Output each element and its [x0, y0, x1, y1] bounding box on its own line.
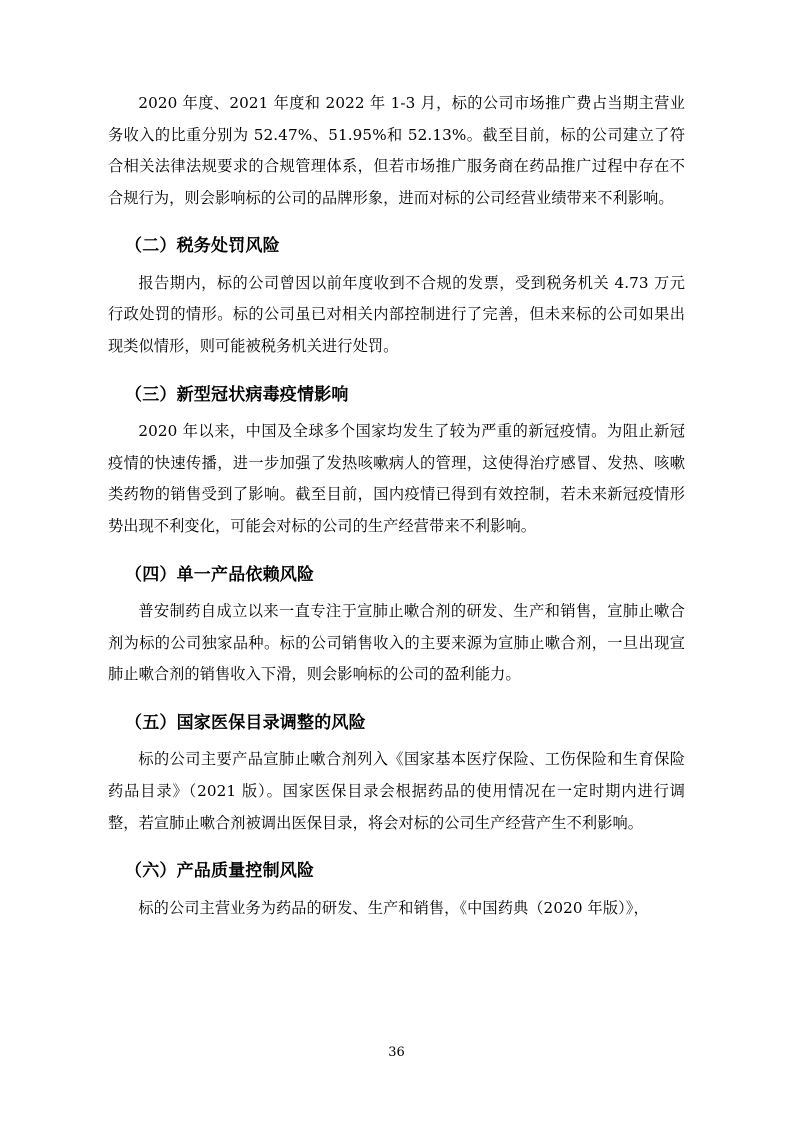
- heading-covid-impact: （三）新型冠状病毒疫情影响: [125, 384, 349, 405]
- paragraph-tax-penalty-risk: 报告期内，标的公司曾因以前年度收到不合规的发票，受到税务机关 4.73 万元行政处罚的情形。标的公司虽已对相关内部控制进行了完善，但未来标的公司如果出现类似情形，则可能被税务机关进行处罚。: [108, 273, 685, 356]
- paragraph-single-product-dependence-risk: 普安制药自成立以来一直专注于宣肺止嗽合剂的研发、生产和销售，宣肺止嗽合剂为标的公司独家品种。标的公司销售收入的主要来源为宣肺止嗽合剂，一旦出现宣肺止嗽合剂的销售收入下滑，则会影响标的公司的盈利能力。: [108, 602, 685, 684]
- heading-single-product-dependence-risk: （四）单一产品依赖风险: [125, 564, 315, 585]
- document-body: [108, 88, 685, 924]
- paragraph-covid-impact: 2020 年以来，中国及全球多个国家均发生了较为严重的新冠疫情。为阻止新冠疫情的快速传播，进一步加强了发热咳嗽病人的管理，这使得治疗感冒、发热、咳嗽类药物的销售受到了影响。截至目前，国内疫情已得到有效控制，若未来新冠疫情形势出现不利变化，可能会对标的公司的生产经营带来不利影响。: [108, 422, 685, 535]
- heading-product-quality-control-risk: （六）产品质量控制风险: [125, 861, 315, 882]
- page-number: 36: [388, 1045, 405, 1060]
- paragraph-market-promotion-fee: 2020 年度、2021 年度和 2022 年 1-3 月，标的公司市场推广费占当期主营业务收入的比重分别为 52.47%、51.95%和 52.13%。截至目前，标的公司建立了符合相关法律法规要求的合规管理体系，但若市场推广服务商在药品推广过程中存在不合规行为，则会影响标的公司的品牌形象，进而对标的公司经营业绩带来不利影响。: [108, 94, 685, 207]
- paragraph-product-quality-control-risk: 标的公司主营业务为药品的研发、生产和销售，《中国药典（2020 年版）》，: [138, 898, 649, 917]
- heading-medical-insurance-catalog-risk: （五）国家医保目录调整的风险: [125, 712, 366, 733]
- paragraph-medical-insurance-catalog-risk: 标的公司主要产品宣肺止嗽合剂列入《国家基本医疗保险、工伤保险和生育保险药品目录》（2021 版）。国家医保目录会根据药品的使用情况在一定时期内进行调整，若宣肺止嗽合剂被调出医保目录，将会对标的公司生产经营产生不利影响。: [108, 750, 685, 832]
- heading-tax-penalty-risk: （二）税务处罚风险: [125, 236, 280, 257]
